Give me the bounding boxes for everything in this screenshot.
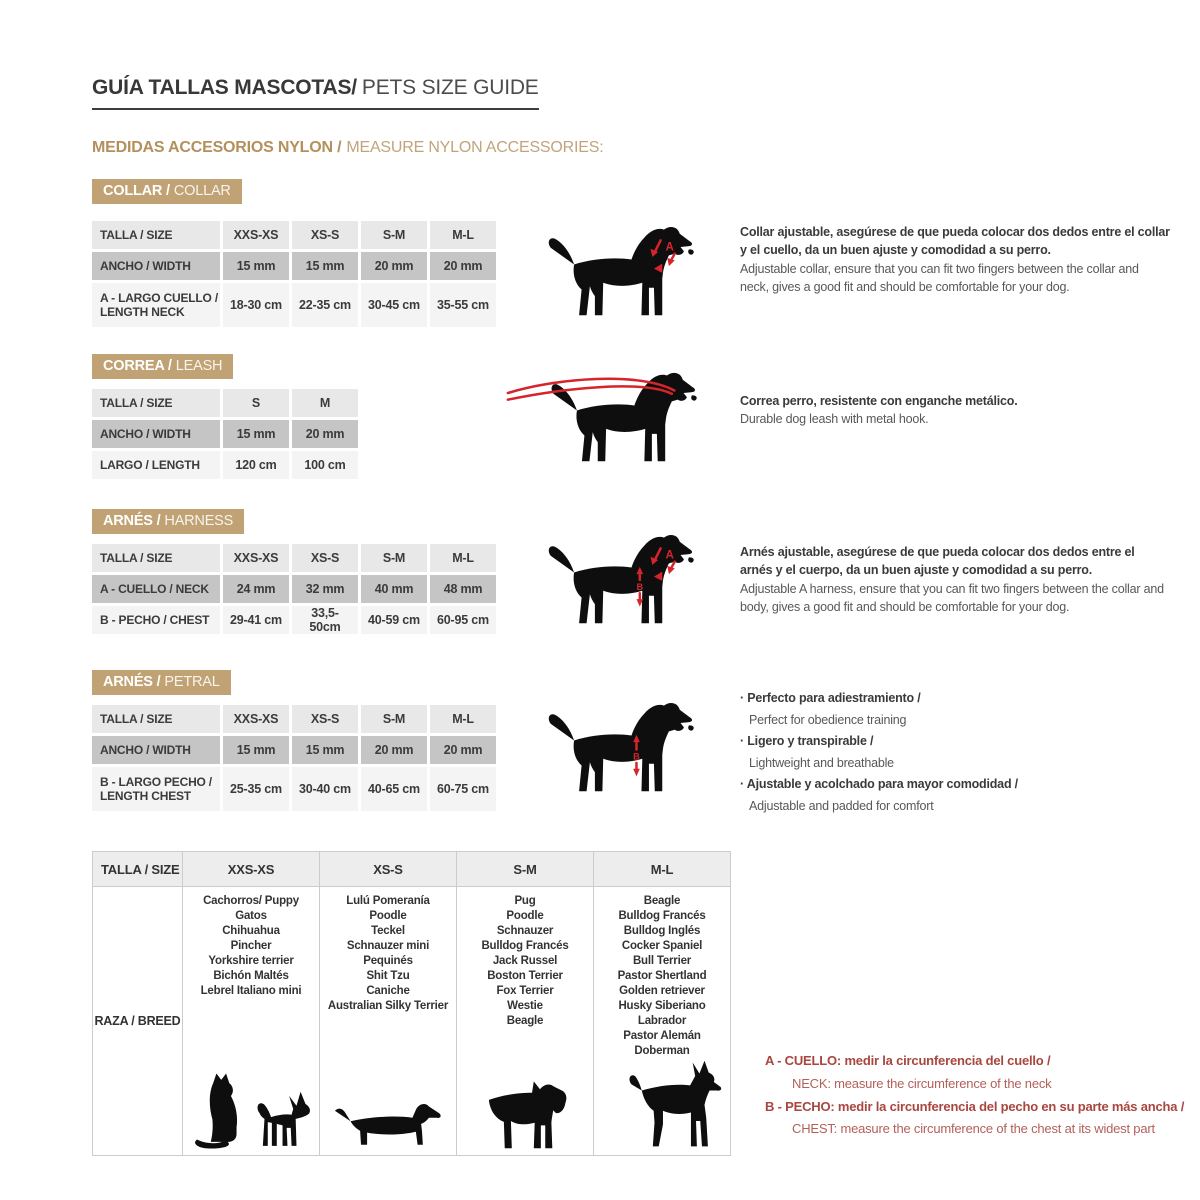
title-block xyxy=(92,76,539,110)
dog-tongue-icon xyxy=(688,249,694,254)
bullet-es: · Perfecto para adiestramiento / xyxy=(740,688,1170,710)
breed-item: Pastor Alemán xyxy=(623,1030,701,1042)
leash-description xyxy=(740,392,1170,429)
note-chest-es: B - PECHO: medir la circunferencia del pecho en su parte más ancha / xyxy=(765,1098,1185,1114)
page-title-en: PETS SIZE GUIDE xyxy=(361,76,539,99)
breed-item: Cocker Spaniel xyxy=(621,940,703,952)
cell-value: 20 mm xyxy=(430,252,496,280)
leash-badge-en: LEASH xyxy=(175,358,223,374)
breeds-cell-xxs-xs xyxy=(183,887,320,1156)
bullet-es: · Ligero y transpirable / xyxy=(740,731,1170,753)
breed-item: Bulldog Francés xyxy=(481,940,569,952)
breed-item: Pug xyxy=(514,895,536,907)
breeds-col-header: S-M xyxy=(457,852,594,887)
dog-tongue-icon xyxy=(688,725,694,730)
bullet-en: Adjustable and padded for comfort xyxy=(749,798,934,813)
cell-value: 60-95 cm xyxy=(430,606,496,634)
breed-item: Yorkshire terrier xyxy=(208,955,294,967)
collar-dog-diagram xyxy=(545,222,703,322)
breed-item: Golden retriever xyxy=(619,985,705,997)
cell-value: 35-55 cm xyxy=(430,283,496,327)
petral-badge xyxy=(92,670,231,695)
size-col-header: S-M xyxy=(361,544,427,572)
breed-item: Poodle xyxy=(369,910,407,922)
breed-item: Boston Terrier xyxy=(487,970,563,982)
breed-list xyxy=(320,894,456,1014)
page-title-es: GUÍA TALLAS MASCOTAS/ xyxy=(92,76,357,99)
breeds-cell-m-l xyxy=(594,887,731,1156)
size-col-header: XS-S xyxy=(292,544,358,572)
cell-value: 15 mm xyxy=(292,252,358,280)
measure-arrowhead-icon xyxy=(633,769,640,776)
size-col-header: XXS-XS xyxy=(223,221,289,249)
row-label: A - CUELLO / NECK xyxy=(92,575,220,603)
breeds-row-label: RAZA / BREED xyxy=(93,887,183,1156)
cell-value: 20 mm xyxy=(292,420,358,448)
page-title xyxy=(92,76,539,110)
dog-tongue-icon xyxy=(691,395,697,400)
size-col-header: M-L xyxy=(430,544,496,572)
cell-value: 30-40 cm xyxy=(292,767,358,811)
petral-badge-es: ARNÉS / xyxy=(103,674,161,690)
breed-item: Beagle xyxy=(643,895,681,907)
breed-item: Bulldog Inglés xyxy=(623,925,701,937)
harness-dog-diagram xyxy=(545,530,703,630)
cell-value: 25-35 cm xyxy=(223,767,289,811)
cell-value: 18-30 cm xyxy=(223,283,289,327)
collar-badge-es: COLLAR / xyxy=(103,183,170,199)
size-col-header: M xyxy=(292,389,358,417)
row-label: A - LARGO CUELLO / LENGTH NECK xyxy=(92,283,220,327)
cat-silhouette-icon xyxy=(185,1071,243,1150)
breed-list xyxy=(457,894,593,1029)
breed-list xyxy=(594,894,730,1059)
breeds-col-header: XS-S xyxy=(320,852,457,887)
breeds-cell-xs-s xyxy=(320,887,457,1156)
cell-value: 20 mm xyxy=(361,736,427,764)
breed-item: Pequinés xyxy=(363,955,413,967)
breed-item: Shit Tzu xyxy=(366,970,410,982)
harness-desc-es: Arnés ajustable, asegúrese de que pueda colocar dos dedos entre el arnés y el cuerpo, da un buen ajuste y comodidad a su perro. xyxy=(740,545,1135,578)
breeds-col-header: M-L xyxy=(594,852,731,887)
cell-value: 15 mm xyxy=(292,736,358,764)
bullet-es: · Ajustable y acolchado para mayor comodidad / xyxy=(740,774,1170,796)
breed-item: Beagle xyxy=(506,1015,544,1027)
leash-dog-diagram xyxy=(502,368,706,468)
cell-value: 120 cm xyxy=(223,451,289,479)
harness-desc-en: Adjustable A harness, ensure that you can fit two fingers between the collar and body, gives a good fit and should be comfortable for your dog. xyxy=(740,581,1164,614)
harness-badge-es: ARNÉS / xyxy=(103,513,161,529)
note-neck-en: NECK: measure the circumference of the neck xyxy=(792,1075,1052,1091)
breed-item: Pastor Shertland xyxy=(617,970,707,982)
dog-tongue-icon xyxy=(688,557,694,562)
cell-value: 40 mm xyxy=(361,575,427,603)
dachshund-silhouette-icon xyxy=(332,1096,444,1150)
note-neck-es: A - CUELLO: medir la circunferencia del cuello / xyxy=(765,1053,1051,1068)
breed-item: Bulldog Francés xyxy=(618,910,706,922)
size-col-header: XXS-XS xyxy=(223,705,289,733)
breed-item: Chihuahua xyxy=(222,925,280,937)
size-row-label: TALLA / SIZE xyxy=(92,705,220,733)
size-row-label: TALLA / SIZE xyxy=(92,544,220,572)
doberman-silhouette-icon xyxy=(624,1058,724,1150)
breed-item: Husky Siberiano xyxy=(618,1000,706,1012)
schnauzer-silhouette-icon xyxy=(479,1069,571,1150)
leash-size-table xyxy=(89,386,361,482)
breeds-size-label: TALLA / SIZE xyxy=(93,852,183,887)
collar-badge-en: COLLAR xyxy=(173,183,231,199)
petral-dog-diagram xyxy=(545,698,703,798)
size-col-header: S xyxy=(223,389,289,417)
marker-a-label: A xyxy=(665,548,674,562)
cell-value: 48 mm xyxy=(430,575,496,603)
breed-list xyxy=(183,894,319,999)
cell-value: 24 mm xyxy=(223,575,289,603)
size-col-header: S-M xyxy=(361,705,427,733)
size-col-header: S-M xyxy=(361,221,427,249)
cell-value: 32 mm xyxy=(292,575,358,603)
breed-item: Bichón Maltés xyxy=(213,970,289,982)
cell-value: 33,5-50cm xyxy=(292,606,358,634)
breed-item: Poodle xyxy=(506,910,544,922)
breed-item: Lulú Pomeranía xyxy=(346,895,430,907)
row-label: B - LARGO PECHO / LENGTH CHEST xyxy=(92,767,220,811)
row-label: ANCHO / WIDTH xyxy=(92,736,220,764)
size-col-header: XS-S xyxy=(292,221,358,249)
harness-badge xyxy=(92,509,244,534)
breed-item: Gatos xyxy=(235,910,267,922)
leash-desc-es: Correa perro, resistente con enganche metálico. xyxy=(740,394,1018,408)
subtitle-es: MEDIDAS ACCESORIOS NYLON / xyxy=(92,139,342,156)
petral-bullets xyxy=(740,688,1170,817)
bullet-en: Lightweight and breathable xyxy=(749,755,894,770)
collar-description xyxy=(740,223,1170,296)
breed-item: Teckel xyxy=(371,925,405,937)
petral-size-table xyxy=(89,702,499,814)
breed-item: Schnauzer mini xyxy=(346,940,430,952)
cell-value: 30-45 cm xyxy=(361,283,427,327)
subtitle-en: MEASURE NYLON ACCESSORIES: xyxy=(346,139,604,156)
breed-item: Caniche xyxy=(366,985,410,997)
breeds-table xyxy=(92,851,731,1156)
row-label: ANCHO / WIDTH xyxy=(92,252,220,280)
breed-item: Jack Russel xyxy=(492,955,558,967)
collar-badge xyxy=(92,179,242,204)
row-label: B - PECHO / CHEST xyxy=(92,606,220,634)
breeds-col-header: XXS-XS xyxy=(183,852,320,887)
marker-b-label: B xyxy=(636,581,644,592)
collar-desc-en: Adjustable collar, ensure that you can fit two fingers between the collar and neck, gives a good fit and should be comfortable for your dog. xyxy=(740,261,1139,294)
leash-badge xyxy=(92,354,233,379)
row-label: ANCHO / WIDTH xyxy=(92,420,220,448)
breed-item: Westie xyxy=(507,1000,543,1012)
breed-item: Australian Silky Terrier xyxy=(327,1000,449,1012)
harness-size-table xyxy=(89,541,499,637)
breed-item: Bull Terrier xyxy=(632,955,692,967)
cell-value: 15 mm xyxy=(223,252,289,280)
size-col-header: XS-S xyxy=(292,705,358,733)
breed-item: Fox Terrier xyxy=(496,985,554,997)
collar-desc-es: Collar ajustable, asegúrese de que pueda colocar dos dedos entre el collar y el cuello, da un buen ajuste y comodidad a su perro. xyxy=(740,225,1170,258)
collar-size-table xyxy=(89,218,499,330)
leash-badge-es: CORREA / xyxy=(103,358,172,374)
harness-description xyxy=(740,543,1170,616)
cell-value: 20 mm xyxy=(361,252,427,280)
dog-silhouette-icon xyxy=(549,703,692,791)
breed-item: Pincher xyxy=(230,940,272,952)
breed-item: Cachorros/ Puppy xyxy=(203,895,299,907)
cell-value: 29-41 cm xyxy=(223,606,289,634)
petral-badge-en: PETRAL xyxy=(164,674,220,690)
marker-a-label: A xyxy=(665,240,674,254)
size-col-header: XXS-XS xyxy=(223,544,289,572)
cell-value: 20 mm xyxy=(430,736,496,764)
size-row-label: TALLA / SIZE xyxy=(92,221,220,249)
leash-desc-en: Durable dog leash with metal hook. xyxy=(740,412,929,427)
breeds-cell-s-m xyxy=(457,887,594,1156)
size-row-label: TALLA / SIZE xyxy=(92,389,220,417)
cell-value: 60-75 cm xyxy=(430,767,496,811)
note-chest-en: CHEST: measure the circumference of the chest at its widest part xyxy=(792,1121,1155,1137)
cell-value: 40-65 cm xyxy=(361,767,427,811)
subtitle xyxy=(92,139,603,157)
cell-value: 22-35 cm xyxy=(292,283,358,327)
breed-item: Lebrel Italiano mini xyxy=(200,985,302,997)
cell-value: 15 mm xyxy=(223,420,289,448)
size-col-header: M-L xyxy=(430,705,496,733)
cell-value: 100 cm xyxy=(292,451,358,479)
breed-item: Labrador xyxy=(637,1015,687,1027)
breed-item: Doberman xyxy=(634,1045,690,1057)
cell-value: 40-59 cm xyxy=(361,606,427,634)
bullet-en: Perfect for obedience training xyxy=(749,712,907,727)
cell-value: 15 mm xyxy=(223,736,289,764)
size-col-header: M-L xyxy=(430,221,496,249)
marker-b-label: B xyxy=(633,751,640,762)
harness-badge-en: HARNESS xyxy=(164,513,234,529)
row-label: LARGO / LENGTH xyxy=(92,451,220,479)
breed-item: Schnauzer xyxy=(496,925,554,937)
measurement-notes xyxy=(765,1050,1195,1141)
chihuahua-silhouette-icon xyxy=(253,1086,317,1150)
